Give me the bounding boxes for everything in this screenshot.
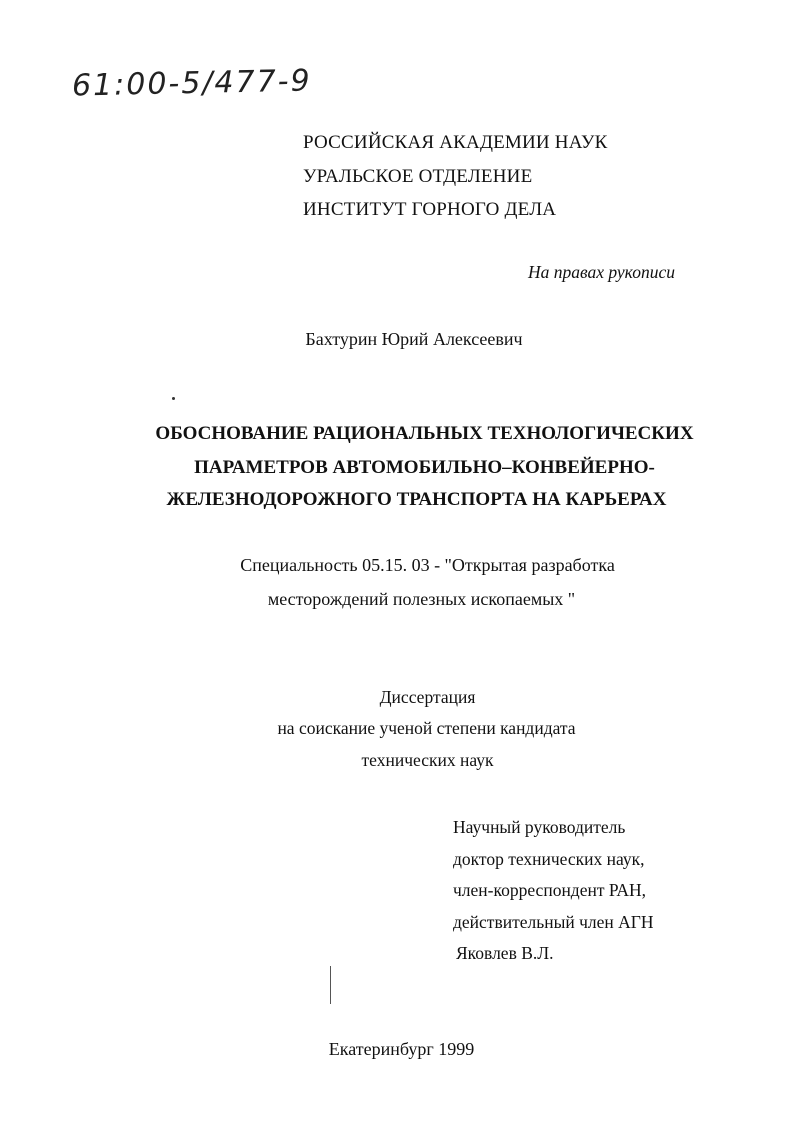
- advisor-degree: доктор технических наук,: [453, 849, 645, 869]
- speciality-line-1: Специальность 05.15. 03 - "Открытая разработка: [240, 555, 615, 575]
- dissertation-label: Диссертация: [379, 687, 476, 707]
- scan-speck: [172, 397, 175, 400]
- manuscript-rights-note: На правах рукописи: [528, 262, 675, 282]
- thesis-title-line-1: ОБОСНОВАНИЕ РАЦИОНАЛЬНЫХ ТЕХНОЛОГИЧЕСКИХ: [155, 423, 694, 444]
- city-and-year: Екатеринбург 1999: [328, 1039, 475, 1059]
- advisor-name: Яковлев В.Л.: [456, 943, 554, 963]
- advisor-title-ras: член-корреспондент РАН,: [453, 880, 647, 900]
- organization-line-1: РОССИЙСКАЯ АКАДЕМИИ НАУК: [303, 132, 608, 153]
- advisor-title-agn: действительный член АГН: [453, 912, 654, 932]
- degree-line-2: технических наук: [361, 750, 494, 770]
- author-name: Бахтурин Юрий Алексеевич: [305, 329, 523, 349]
- handwritten-archive-mark: 61:00-5/477-9: [71, 63, 312, 104]
- thesis-title-line-3: ЖЕЛЕЗНОДОРОЖНОГО ТРАНСПОРТА НА КАРЬЕРАХ: [166, 489, 667, 510]
- degree-line-1: на соискание ученой степени кандидата: [277, 718, 576, 738]
- scan-vertical-mark: [330, 966, 331, 1004]
- thesis-title-line-2: ПАРАМЕТРОВ АВТОМОБИЛЬНО–КОНВЕЙЕРНО-: [194, 457, 655, 478]
- speciality-line-2: месторождений полезных ископаемых ": [267, 589, 576, 609]
- organization-line-2: УРАЛЬСКОЕ ОТДЕЛЕНИЕ: [303, 166, 533, 187]
- advisor-role: Научный руководитель: [453, 817, 626, 837]
- organization-line-3: ИНСТИТУТ ГОРНОГО ДЕЛА: [303, 199, 557, 220]
